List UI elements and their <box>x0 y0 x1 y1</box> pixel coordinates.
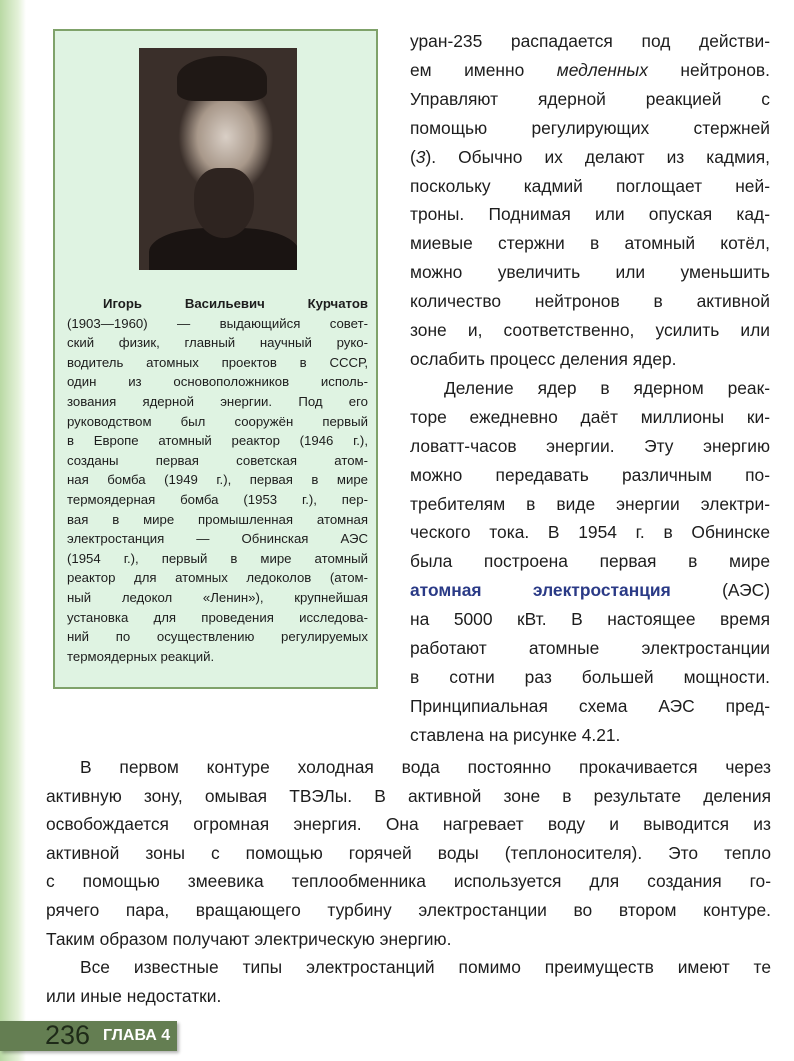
page-number: 236 <box>45 1020 91 1050</box>
page-edge-decoration <box>0 0 26 1061</box>
text-segment: (АЭС) <box>670 580 770 601</box>
text-line <box>410 692 770 721</box>
text-line <box>410 374 770 403</box>
text-segment: активной зоны с помощью горячей воды (теплоносителя). Это тепло <box>46 842 771 863</box>
text-segment: освобождается огромная энергия. Она нагревает воду и выводится из <box>46 814 771 835</box>
text-segment: можно увеличить или уменьшить <box>410 262 770 283</box>
emphasis: 3 <box>415 146 426 167</box>
text-segment: рячего пара, вращающего турбину электростанции во втором контуре. <box>46 899 771 920</box>
text-segment: ослабить процесс деления ядер. <box>410 348 677 369</box>
text-line <box>46 867 771 896</box>
biography-line: один из основоположников исполь- <box>67 374 368 390</box>
text-segment: с помощью змеевика теплообменника используется для создания го- <box>46 871 771 892</box>
text-segment: работают атомные электростанции <box>410 638 770 659</box>
text-segment: троны. Поднимая или опуская кад- <box>410 204 770 225</box>
right-column-text <box>410 27 770 750</box>
biography-line: (1903—1960) — выдающийся совет- <box>67 315 368 331</box>
text-segment: торе ежедневно даёт миллионы ки- <box>410 406 770 427</box>
biography-line: в Европе атомный реактор (1946 г.), <box>67 433 368 449</box>
emphasis: медленных <box>556 59 648 80</box>
text-line <box>46 753 771 782</box>
text-line <box>410 258 770 287</box>
biography-line: созданы первая советская атом- <box>67 452 368 468</box>
text-segment: или иные недостатки. <box>46 985 222 1006</box>
text-line <box>46 925 771 954</box>
biography-line: электростанция — Обнинская АЭС <box>67 531 368 547</box>
text-line <box>410 143 770 172</box>
text-segment: ческого тока. В 1954 г. в Обнинске <box>410 522 770 543</box>
text-segment: активную зону, омывая ТВЭЛы. В активной зоне в результате деления <box>46 785 771 806</box>
main-text <box>46 753 771 1010</box>
text-segment: миевые стержни в атомный котёл, <box>410 233 770 254</box>
text-line <box>46 896 771 925</box>
text-segment: Принципиальная схема АЭС пред- <box>410 695 770 716</box>
biography-line: вая в мире промышленная атомная <box>67 511 368 527</box>
text-segment: ем именно <box>410 59 557 80</box>
text-line <box>410 490 770 519</box>
biography-line: термоядерных реакций. <box>67 648 215 664</box>
biography-line: термоядерная бомба (1953 г.), пер- <box>67 491 368 507</box>
text-line <box>46 839 771 868</box>
text-line <box>410 576 770 605</box>
biography-line: (1954 г.), первый в мире атомный <box>67 550 368 566</box>
text-segment: зоне и, соответственно, усилить или <box>410 320 770 341</box>
text-line <box>410 432 770 461</box>
text-segment: Деление ядер в ядерном реак- <box>444 377 770 398</box>
biography-text <box>67 294 368 666</box>
text-segment: была построена первая в мире <box>410 551 770 572</box>
text-segment: нейтронов. <box>647 59 770 80</box>
text-line <box>410 605 770 634</box>
text-line <box>410 461 770 490</box>
text-line <box>410 200 770 229</box>
text-line <box>410 403 770 432</box>
text-segment: требителям в виде энергии электри- <box>410 493 770 514</box>
text-line <box>46 982 771 1011</box>
text-line <box>410 56 770 85</box>
text-line <box>410 27 770 56</box>
text-segment: ). Обычно их делают из кадмия, <box>425 146 770 167</box>
text-line <box>410 114 770 143</box>
text-segment: в сотни раз большей мощности. <box>410 666 770 687</box>
text-segment: Таким образом получают электрическую энергию. <box>46 928 452 949</box>
text-segment: Все известные типы электростанций помимо преимуществ имеют те <box>80 957 771 978</box>
biography-line: реактор для атомных ледоколов (атом- <box>67 570 368 586</box>
text-line <box>410 316 770 345</box>
text-segment: В первом контуре холодная вода постоянно прокачивается через <box>80 757 771 777</box>
text-line <box>410 721 770 750</box>
biography-line: ний по осуществлению регулируемых <box>67 629 368 645</box>
portrait-photo <box>139 48 297 270</box>
text-line <box>410 663 770 692</box>
text-segment: ловатт-часов энергии. Эту энергию <box>410 435 770 456</box>
text-segment: уран-235 распадается под действи- <box>410 31 770 51</box>
text-segment: количество нейтронов в активной <box>410 291 770 312</box>
text-line <box>410 172 770 201</box>
biography-name: Игорь Васильевич Курчатов <box>103 296 368 311</box>
biography-line: ский физик, главный научный руко- <box>67 335 368 351</box>
text-segment: ставлена на рисунке 4.21. <box>410 724 621 745</box>
biography-sidebar <box>53 29 378 689</box>
text-line <box>410 229 770 258</box>
biography-line: руководством был сооружён первый <box>67 413 368 429</box>
text-line <box>410 634 770 663</box>
text-line <box>46 782 771 811</box>
text-line <box>410 85 770 114</box>
text-segment: на 5000 кВт. В настоящее время <box>410 609 770 630</box>
key-term: атомная электростанция <box>410 580 671 601</box>
text-segment: Управляют ядерной реакцией с <box>410 88 770 109</box>
text-segment: поскольку кадмий поглощает ней- <box>410 175 770 196</box>
text-line <box>410 518 770 547</box>
text-line <box>46 953 771 982</box>
text-segment: ( <box>410 146 416 167</box>
page-footer <box>0 1021 177 1051</box>
biography-line: ный ледокол «Ленин»), крупнейшая <box>67 589 368 605</box>
text-line <box>46 810 771 839</box>
text-line <box>410 345 770 374</box>
text-line <box>410 287 770 316</box>
text-line <box>410 547 770 576</box>
biography-line: ная бомба (1949 г.), первая в мире <box>67 472 368 488</box>
biography-line: зования ядерной энергии. Под его <box>67 393 368 409</box>
text-segment: помощью регулирующих стержней <box>410 117 770 138</box>
chapter-label: ГЛАВА 4 <box>103 1027 171 1044</box>
biography-line: установка для проведения исследова- <box>67 609 368 625</box>
biography-line: водитель атомных проектов в СССР, <box>67 354 368 370</box>
text-segment: можно передавать различным по- <box>410 464 770 485</box>
